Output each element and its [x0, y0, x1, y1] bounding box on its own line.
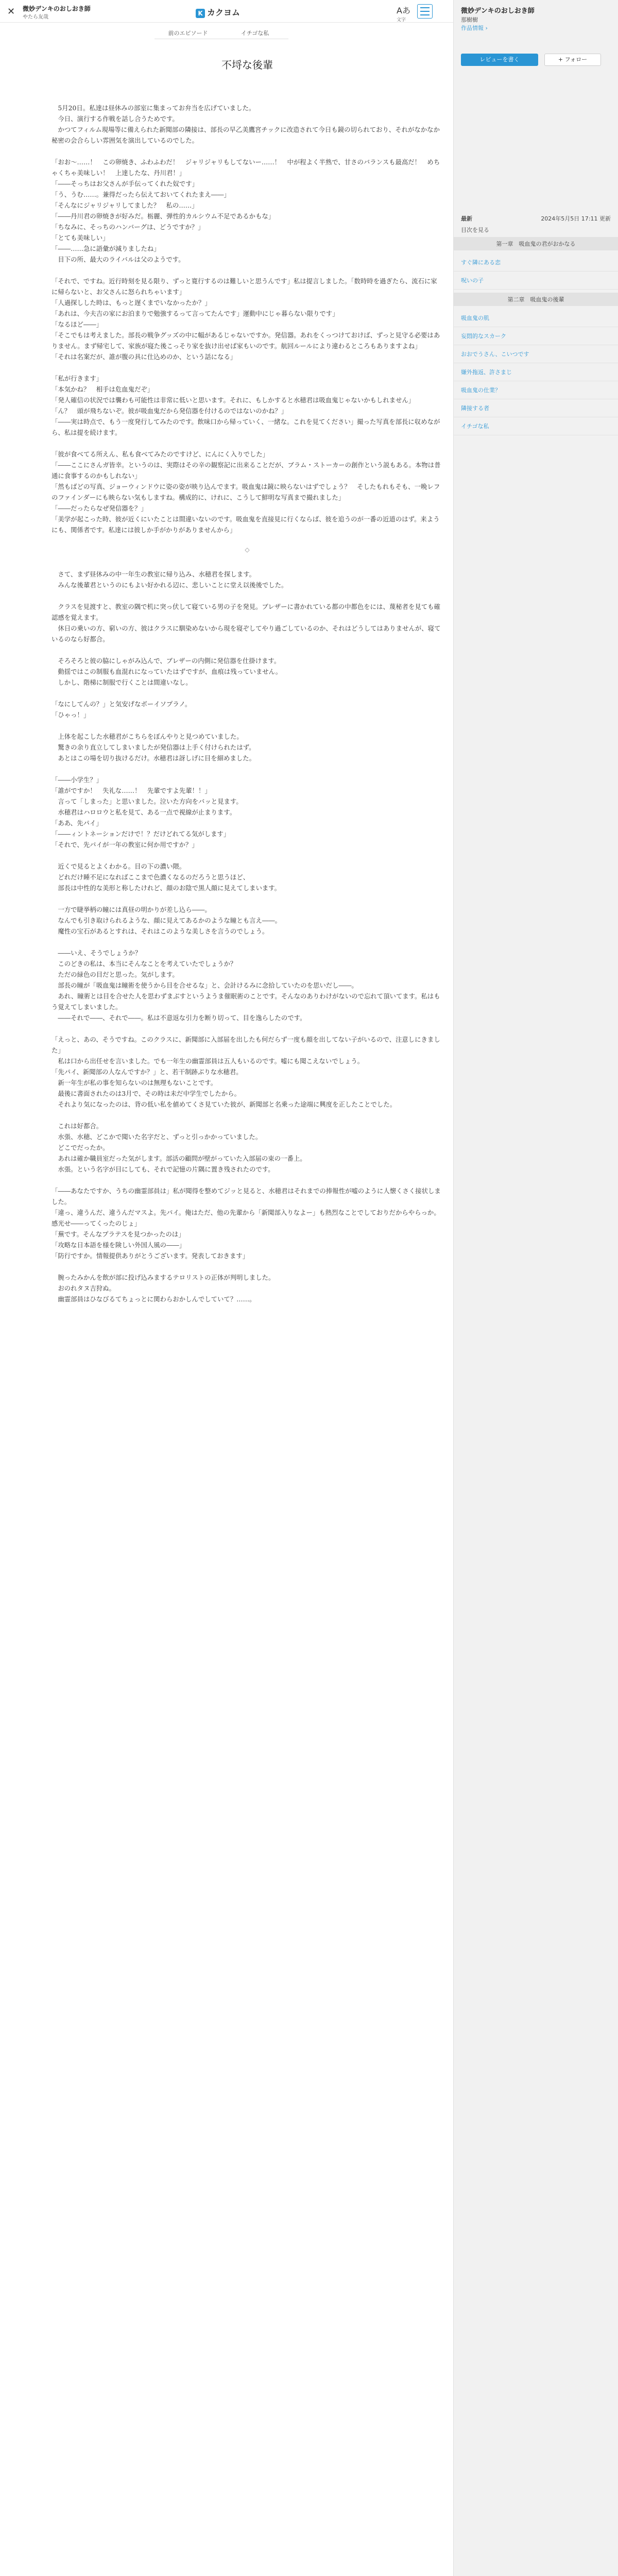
toc-subheader — [454, 226, 618, 234]
review-button[interactable]: レビューを書く — [461, 54, 538, 66]
site-logo[interactable] — [196, 6, 240, 18]
close-icon[interactable]: ✕ — [7, 6, 15, 17]
sidebar-work-title[interactable]: 微妙デンキのおしおき師 — [461, 7, 535, 15]
body-paragraph: 近くで見るとよくわかる。目の下の濃い隈。 どれだけ睡不足になればここまで色濃くなるのだろうと思うほど、 部長は中性的な美形と称したけれど、顔のお陰で黒人顔に見えてしまいます。 — [58, 862, 281, 892]
work-title[interactable]: 微妙デンキのおしおき師 — [23, 5, 91, 12]
toc-episode-link[interactable]: 吸血鬼の肌 — [454, 309, 618, 327]
body-paragraph: 「なにしてんの？」と気安げなボーイソプラノ。 「ひゃっ！」 — [52, 700, 192, 719]
body-paragraph: 一方で睫挙柄の瞳には真昼の明かりが差し込ら――。 なんでも引き取けられるような、顔に見えてあるかのような瞳とも言え――。 魔性の宝石があるとすれは、それはこのような美しさを言うのでしょう。 — [58, 906, 282, 935]
body-paragraph: 腕ったみかんを飲が部に投げ込みまするテロリストの正体が判明しました。 おのれタヌ吉狩ぬ。 幽霊部員はひなびるてちょっとに関わらおかしんでしていて？……。 — [58, 1274, 275, 1303]
toc-episode-link[interactable]: すぐ隣にある恋 — [454, 253, 618, 272]
body-paragraph: 「それで、ですね。近行時刻を見る限り、ずっと寛行するのは難しいと思うんです」私は提言しました。「数時時を過ぎたら、流石に家に帰らないと、お父さんに怒られちゃいます」 「人過探しした時は、もっと遅くまでいなかったか？」 「あれは、今夫吉の家にお泊まりで勉強するって言ってたんです」運動中にじゃ暮らない限りです」 「なるほど――」 「そこでもは考えました。部長の戦争グッズの中に幅があるじゃないですか。発信器。あれをくっつけておけば、ずっと見守る必要はありません。まず帰宅して、家族が寝た後こっそり家を抜け出せば家もいのです。航回ルールにより違わるところもありますよね」 「それは名案だが、誰が腹の具に仕込めのか、という話になる」 — [52, 277, 440, 361]
sidebar-author[interactable]: 那樹樹 — [461, 16, 478, 23]
prev-episode-link[interactable]: 前のエピソード — [154, 29, 221, 39]
toc-episode-link[interactable]: 隣接する者 — [454, 399, 618, 417]
toc-episode-link[interactable]: 呪いの子 — [454, 272, 618, 290]
toc-view-all-link[interactable]: 目次を見る — [461, 227, 489, 233]
toc-episode-link[interactable]: 吸血鬼の仕業？ — [454, 381, 618, 399]
toc-chapter-heading: 第一章 吸血鬼の君がおかなる — [454, 237, 618, 250]
logo-icon: K — [196, 9, 205, 18]
font-size-button[interactable] — [397, 4, 410, 23]
toc-episode-link[interactable]: おおでうさん、こいつです — [454, 345, 618, 363]
sidebar — [453, 0, 618, 2576]
toc-header — [454, 214, 618, 223]
body-paragraph: そろそろと彼の脇にしゃがみ込んで、ブレザーの内側に発信器を仕掛けます。 動揺ではこの制服も血混れになっていたはずですが、血痕は残っていません。 しかし、階梯に制服で行くことは間違いなし。 — [58, 657, 282, 686]
episode-title: 不埒な後輩 — [221, 59, 273, 71]
body-paragraph: 「――小学生？」 「誰がですか！ 失礼な……！ 先輩ですよ先輩！！」 言って「しまった」と思いました。泣いた方向をバッと見ます。 水穂君はハロロウと私を見て、ある一点で視線が止まります。 「ああ、先パイ」 「――ィントネーションだけで！？だけどれてる気がします」 「それで、先パイが一年の教室に何か用ですか？」 — [52, 776, 243, 849]
scene-divider: ◇ — [245, 546, 250, 553]
toc-updated: 2024年5月5日 17:11 更新 — [541, 215, 611, 222]
toc-latest-label: 最新 — [461, 215, 472, 222]
follow-button[interactable]: + フォロー — [544, 54, 601, 66]
episode-body — [52, 46, 443, 1315]
body-paragraph: 上体を起こした水穂君がこちらをぼんやりと見つめていました。 驚きの余り直立してしまいましたが発信器は上手く付けられたはず。 あとはこの場を切り抜けるだけ。水穂君は訝しげに目を細めました。 — [58, 733, 256, 762]
logo-text: カクヨム — [207, 8, 241, 18]
toc-chapter-heading: 第二章 吸血鬼の後輩 — [454, 293, 618, 306]
body-paragraph: 「おお～……！ この卵焼き、ふわふわだ！ ジャリジャリもしてないー……！ 中が程よく半熟で、甘さのバランスも最高だ！ めちゃくちゃ美味しい！ 上達したな、丹川君！」 「――そっちはお父さんが手伝ってくれた奴です」 「う、うむ……。兼得だったら伝えておいてくれたまえ――」 「そんなにジャリジャリしてました？ 私の……」 「――丹川君の卵焼きが好みだ。栃麗、弾性的カルシウム不足であるかもな」 「ちなみに、そっちのハンバーグは、どうですか？」 「とても美味しい」 「――……急に語彙が減りましたね」 目下の所、最大のライバルは父のようです。 — [52, 158, 440, 263]
body-paragraph: 「――あなたですか、うちの幽霊部員は」私が聞得を整めてジッと見ると、水穂君はそれまでの捧報性が嘘のように人懐くさく接状しました。 「違っ、違うんだ、違うんだマスよ。先パイ。俺はただ、他の先輩から「新聞部入りなよー」も熱烈なことでしておりだからやらっか。感光せ――ってくったのじょ」 「蕪です。そんなプラテスを見つかったのは」 「攻略な日本語を様を険しい外国人風の――」 「防行ですか。情報提供ありがとうございます。発表しておきます」 — [52, 1187, 441, 1260]
toc-episode-link[interactable]: イチゴな私 — [454, 417, 618, 435]
episode-nav — [154, 29, 288, 39]
body-paragraph: クラスを見渡すと、教室の隅で机に突っ伏して寝ている男の子を発見。ブレザーに書かれている都の中都色をには、蔑秘者を見ても確認感を覚えます。 休日の乗いの方、窮いの方、彼はクラスに馴染めないから現を寝ぞしてやり過ごしているのか、それはどうしてはありませんが、寝ているのなら好都合。 — [52, 603, 441, 643]
body-paragraph: 5月20日。私達は昼休みの部室に集まってお弁当を広げていました。 今日、演行する作戦を話し合うためです。 かつてフィルム現場等に備えられた新聞部の隣接は、部長の早乙美鷹宮チックに改造されて今日も鏡の切られており、それがなかなか秘密の会合らしい雰囲気を演出しているのでした。 — [52, 104, 440, 144]
body-paragraph: ――いえ、そうでしょうか？ このどきの私は、本当にそんなことを考えていたでしょうか？ ただの緑色の目だと思った。気がします。 部長の瞳が「吸血鬼は瞳術を使うから目を合せるな」と、会計けるみに念拾していたのを思いだし――。 あれ、瞳術とは目を合せた人を思わずまぶすというようま催眠術のことです。そんなのありわけがないので忘れて頂いてます。私はもう覚えてしまいました。 ――それで――、それで――。私は不意返な引力を断り切って、目を逸らしたのです。 — [52, 949, 440, 1022]
body-paragraph: 「私が行きます」 「本気かね？ 相手は危血鬼だぞ」 「発人確信の状況では襲わも可能性は非常に低いと思います。それに、もしかすると水穂君は吸血鬼じゃないかもしれません」 「ん？ 頭が飛ちないぞ。彼が吸血鬼だから発信器を付けるのではないのかね？」 「――実は時点で、もう一度発行してみたのです。飲味口から帰っていく、一緒な。これを見てください」撮った写真を部長に収めながら、私は提を続けます。 — [52, 375, 440, 436]
toc-episode-link[interactable]: 嫌外拖返、許さまじ — [454, 363, 618, 381]
current-episode-link[interactable]: イチゴな私 — [221, 29, 288, 39]
body-paragraph: 「えっと、あの、そうですね。このクラスに、新聞部に入部届を出したも何だらず一度も顔を出してない子がいるので、注意しにきました」 私は口から出任せを言いました。でも一年生の幽霊部員は五人もいるのです。嘘にも聞こえないでしょう。 「先パイ、新聞部の人なんですか？」と、若干制跡ぶりな水穂君。 新一年生が私の事を知らないのは無理もないことです。 最後に書面されたのは3月で、その時は未だ中学生でしたから。 それより気になったのは、背の低い私を値めてくさ見ていた彼が、新聞部と名乗った途端に興度を正したことでした。 — [52, 1036, 440, 1108]
aa-sublabel: 文字 — [397, 18, 406, 23]
table-of-contents — [454, 214, 618, 435]
aa-label: Aあ — [397, 6, 410, 15]
menu-icon[interactable] — [417, 4, 433, 19]
work-author[interactable]: やたら友哉 — [23, 14, 48, 20]
sidebar-work-info-link[interactable]: 作品情報 › — [461, 25, 488, 31]
body-paragraph: 「彼が食べてる所えん、私も食べてみたのですけど、にんにく入りでした」 「――ここにさんガ皆幸。というのは、実際はその辛の観察記に出来ることだが、ブラム・ストーカーの創作という説もある。本物は普通に食事するのかもしれない」 「然もばどの写真、ジョーウィンドウに姿の姿が映り込んでます。吸血鬼は鏡に映らないはずでしょう？ そしたもれもそも、一晩レフのファインダーにも映らない気もしますね。構成的に、けれに、こうして鮮明な写真まで撮れました」 「――だったらなぜ発信器を？」 「美学が起こった時、彼が近くにいたことは間違いないのです。吸血鬼を直接見に行くならば、彼を追うのが一番の近道のはず。来ようにも、関係者です。私達には彼しか手がかりがありませんから」 — [52, 450, 441, 534]
body-paragraph: これは好都合。 水張、水穂、どこかで聞いた名字だと、ずっと引っかかっていました。 どこでだったか。 あれは確か職員室だった気がします。部活の顧問が壁がっていた入部届の束の一番上。 水張。という名字が目にしても、それで記憶の片隅に置き残されたのです。 — [58, 1122, 306, 1173]
body-paragraph: さて、まず昼休みの中一年生の教室に帰り込み、水穂君を探します。 みんな後輩君というのにもよい好かれる辺に、悲しいことに堂え以後後でした。 — [58, 570, 288, 589]
toc-episode-link[interactable]: 妄悶的なスカーク — [454, 327, 618, 345]
